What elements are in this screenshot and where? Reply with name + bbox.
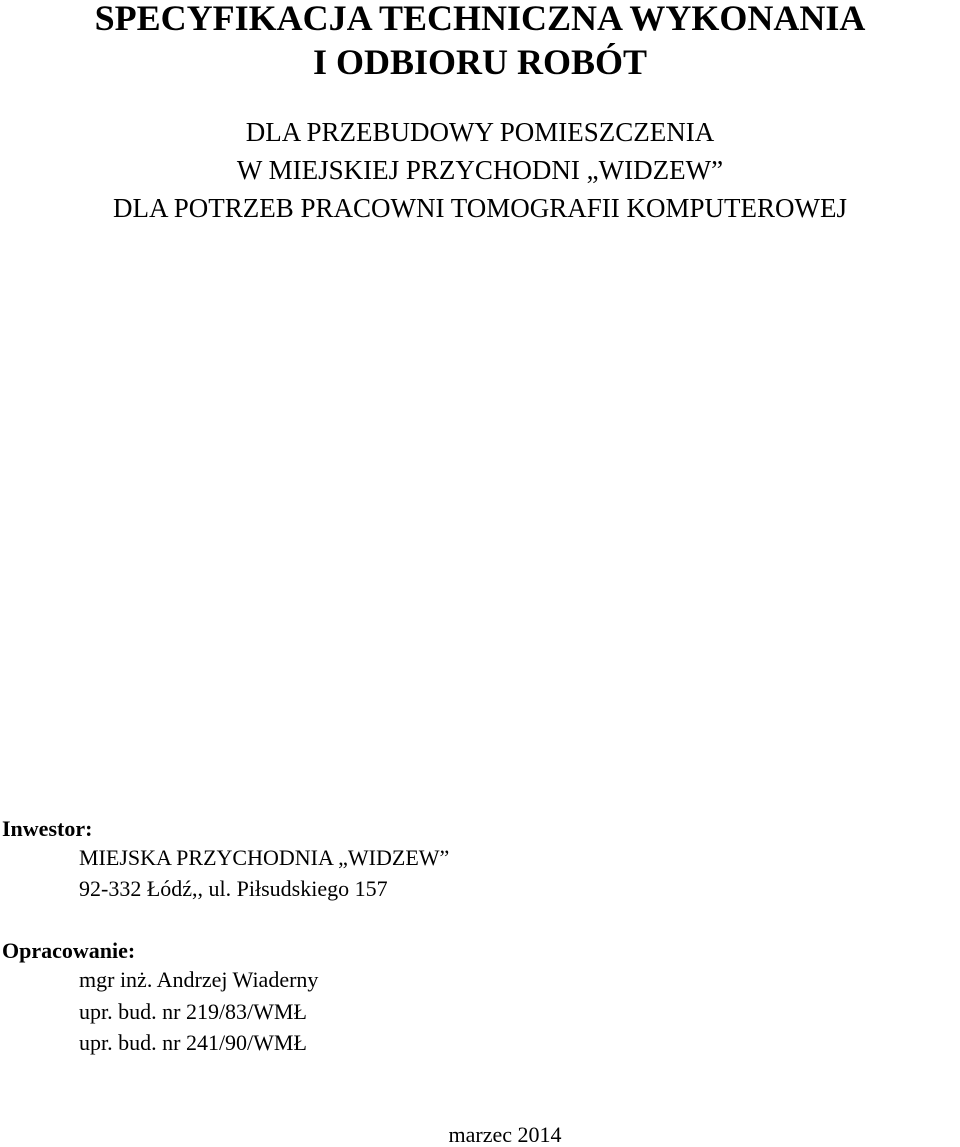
- investor-address: 92-332 Łódź,, ul. Piłsudskiego 157: [79, 876, 388, 901]
- prepared-by-author: mgr inż. Andrzej Wiaderny: [79, 967, 319, 992]
- subtitle-line-2: W MIEJSKIEJ PRZYCHODNI „WIDZEW”: [236, 155, 724, 185]
- investor-label: Inwestor:: [2, 816, 93, 841]
- document-title-line-1: SPECYFIKACJA TECHNICZNA WYKONANIA: [94, 0, 866, 38]
- investor-name: MIEJSKA PRZYCHODNIA „WIDZEW”: [79, 845, 450, 870]
- prepared-by-permit-1: upr. bud. nr 219/83/WMŁ: [79, 999, 307, 1024]
- subtitle-line-1: DLA PRZEBUDOWY POMIESZCZENIA: [245, 117, 715, 147]
- document-date: marzec 2014: [448, 1122, 562, 1147]
- subtitle-line-3: DLA POTRZEB PRACOWNI TOMOGRAFII KOMPUTEROWEJ: [112, 193, 848, 223]
- prepared-by-label: Opracowanie:: [2, 938, 136, 963]
- prepared-by-permit-2: upr. bud. nr 241/90/WMŁ: [79, 1030, 307, 1055]
- document-title-line-2: I ODBIORU ROBÓT: [312, 42, 648, 82]
